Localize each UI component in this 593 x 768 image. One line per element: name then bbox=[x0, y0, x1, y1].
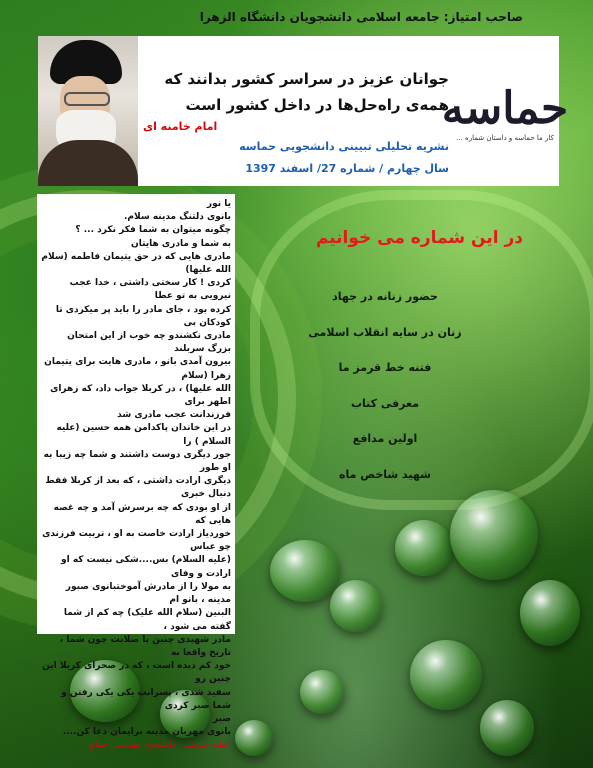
water-drop bbox=[480, 700, 534, 756]
letter-line: یا نور bbox=[206, 199, 231, 209]
letter-line: (علیه السلام) بس....شکی نیست که او ارادت و وفای bbox=[61, 555, 231, 579]
toc-item[interactable]: اولین مدافع bbox=[352, 432, 418, 446]
photo-caption: امام خامنه ای bbox=[143, 120, 218, 133]
letter-line: کردی ! کار سختی داشتی ، خدا عجب نیرویی به تو عطا bbox=[69, 278, 231, 302]
letter-line: سفید شدی ، پسرانت یکی یکی رفتن و شما صبر کردی bbox=[61, 687, 231, 711]
issue-info: سال چهارم / شماره 27/ اسفند 1397 bbox=[245, 162, 449, 175]
letter-line: بانوی مهربان مدینه برایمان دعا کن.... bbox=[62, 727, 231, 738]
logo-tagline: کار ما حماسه و داستان شماره ... bbox=[456, 133, 554, 142]
water-drop bbox=[300, 670, 344, 714]
letter-line: به شما و مادری هایتان bbox=[131, 238, 231, 249]
letter-line: کرده بود ، جای مادر را باید پر میکردی تا کودکان بی bbox=[55, 304, 231, 328]
water-drop bbox=[395, 520, 453, 576]
publication-name: نشریه تحلیلی تبیینی دانشجویی حماسه bbox=[239, 140, 449, 153]
letter-line: به مولا را از مادرش آموختبانوی صبور مدینه ، بانو ام bbox=[65, 581, 231, 606]
photo-robe bbox=[38, 140, 138, 186]
photo-glasses bbox=[64, 92, 110, 106]
letter-line: در این خاندان پاکدامن همه حسین (علیه السلام ) را bbox=[56, 423, 231, 447]
toc-list bbox=[300, 290, 470, 504]
headline-line: همه‌ی راه‌حل‌ها در داخل کشور است bbox=[185, 96, 449, 114]
leader-photo bbox=[38, 36, 138, 186]
water-drop bbox=[520, 580, 580, 646]
water-drop bbox=[270, 540, 340, 602]
letter-line: فرزندانت عجب مادری شد bbox=[117, 410, 231, 421]
water-drop bbox=[330, 580, 382, 632]
toc-item[interactable]: فتنه خط قرمز ما bbox=[338, 361, 432, 375]
letter-line: الله علیها) ، در کربلا جواب داد، که زهرای اطهر برای bbox=[50, 383, 231, 408]
letter-line: البنین (سلام الله علیک) چه کم از شما گفته می شود ، bbox=[63, 608, 231, 632]
letter-line: چگونه میتوان به شما فکر نکرد ... ؟ bbox=[75, 225, 231, 236]
toc-item[interactable]: شهید شاخص ماه bbox=[339, 467, 431, 481]
letter-line: مادر شهیدی چنین با صلابت چون شما ، تاریخ واقعا به bbox=[59, 634, 231, 658]
water-drop bbox=[235, 720, 273, 756]
letter-line: مادری هایی که در حق یتیمان فاطمه (سلام الله علیها) bbox=[41, 251, 231, 276]
letter-line: خوردیاز ارادت خاصت به او ، تربیت فرزندی چو عباس bbox=[42, 529, 231, 553]
letter-panel bbox=[37, 194, 235, 751]
letter-line: مادری نکشندو چه خوب از این امتحان بزرگ سربلند bbox=[67, 331, 231, 355]
letter-line: دیگری ارادت داشتی ، که بعد از کربلا فقط دنبال خبری bbox=[45, 476, 231, 500]
hamaseh-logo bbox=[441, 42, 569, 182]
headline-line: جوانان عزیز در سراسر کشور بدانند که bbox=[164, 70, 449, 88]
letter-line: خود کم دیده است ، که در صحرای کربلا این چنین رو bbox=[42, 661, 231, 685]
toc-item[interactable]: زنان در سایه انقلاب اسلامی bbox=[308, 325, 462, 339]
letter-author: عطیه شریفی ، دانشجوی مهندسی صنایع bbox=[88, 740, 231, 751]
letter-line: جور دیگری دوست داشتند و شما چه زیبا به او طور bbox=[43, 449, 231, 474]
toc-item[interactable]: حضور زنانه در جهاد bbox=[332, 290, 438, 303]
header-banner bbox=[38, 36, 569, 186]
letter-line: بانوی دلتنگ مدینه سلام. bbox=[124, 212, 231, 223]
letter-line: بیرون آمدی بانو ، مادری هایت برای یتیمان زهرا (سلام bbox=[44, 357, 231, 381]
toc-item[interactable]: معرفی کتاب bbox=[350, 396, 420, 410]
letter-line: از او بودی که چه برسرش آمد و چه غصه هایی که bbox=[53, 502, 231, 526]
headline-quote bbox=[129, 66, 449, 118]
toc-title: در این شماره می خوانیم bbox=[315, 228, 523, 248]
water-drop bbox=[410, 640, 482, 710]
logo-mark: حماسه bbox=[441, 82, 569, 134]
letter-line: صبر bbox=[213, 713, 231, 724]
publisher-line: صاحب امتیاز: جامعه اسلامی دانشجویان دانشگاه الزهرا bbox=[199, 10, 523, 24]
